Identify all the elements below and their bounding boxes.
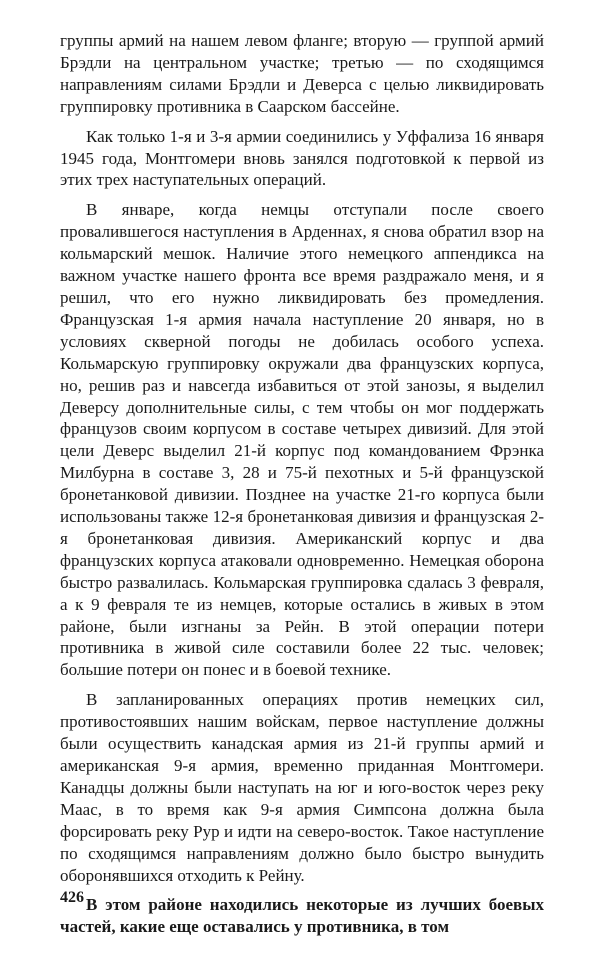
page-number: 426 [60,889,84,906]
paragraph-2: Как только 1-я и 3-я армии соединились у Уффализа 16 января 1945 года, Монтгомери вновь занялся подготовкой к первой из этих трех наступательных операций. [60,126,544,190]
paragraph-1: группы армий на нашем левом фланге; вторую — группой армий Брэдли на центральном участке; третью — по сходящимся направлениям силами Брэдли и Деверса с целью ликвидировать группировку противника в Саарском бассейне. [60,31,544,116]
paragraph-3: В январе, когда немцы отступали после своего провалившегося наступления в Арденнах, я снова обратил взор на кольмарский мешок. Наличие этого немецкого аппендикса на важном участке нашего фронта все время раздражало меня, и я решил, что его нужно ликвидировать без промедления. Французская 1-я армия начала наступление 20 января, но в условиях скверной погоды не добилась особого успеха. Кольмарскую группировку окружали два французских корпуса, но, решив раз и навсегда избавиться от этой занозы, я выделил Деверсу дополнительные силы, с тем чтобы он мог поддержать французов своим корпусом в составе четырех дивизий. Для этой цели Деверс выделил 21-й корпус под командованием Фрэнка Милбурна в составе 3, 28 и 75-й пехотных и 5-й французской бронетанковой дивизии. Позднее на участке 21-го корпуса были использованы также 12-я бронетанковая дивизия и французская 2-я бронетанковая дивизия. Американский корпус и два французских корпуса атаковали одновременно. Немецкая оборона быстро развалилась. Кольмарская группировка сдалась 3 февраля, а к 9 февраля те из немцев, которые остались в живых в этом районе, были изгнаны за Рейн. В этой операции потери противника в живой силе составили более 22 тыс. человек; большие потери он понес и в боевой технике. [60,200,544,680]
page-body [60,30,544,946]
paragraph-4: В запланированных операциях против немецких сил, противостоявших нашим войскам, первое наступление должны были осуществить канадская армия из 21-й группы армий и американская 9-я армия, временно приданная Монтгомери. Канадцы должны были наступать на юг и юго-восток через реку Маас, в то время как 9-я армия Симпсона должна была форсировать реку Рур и идти на северо-восток. Такое наступление по сходящимся направлениям должно было быстро вынудить оборонявшихся отходить к Рейну. [60,690,544,885]
paragraph-5: В этом районе находились некоторые из лучших боевых частей, какие еще оставались у противника, в том [60,895,544,937]
